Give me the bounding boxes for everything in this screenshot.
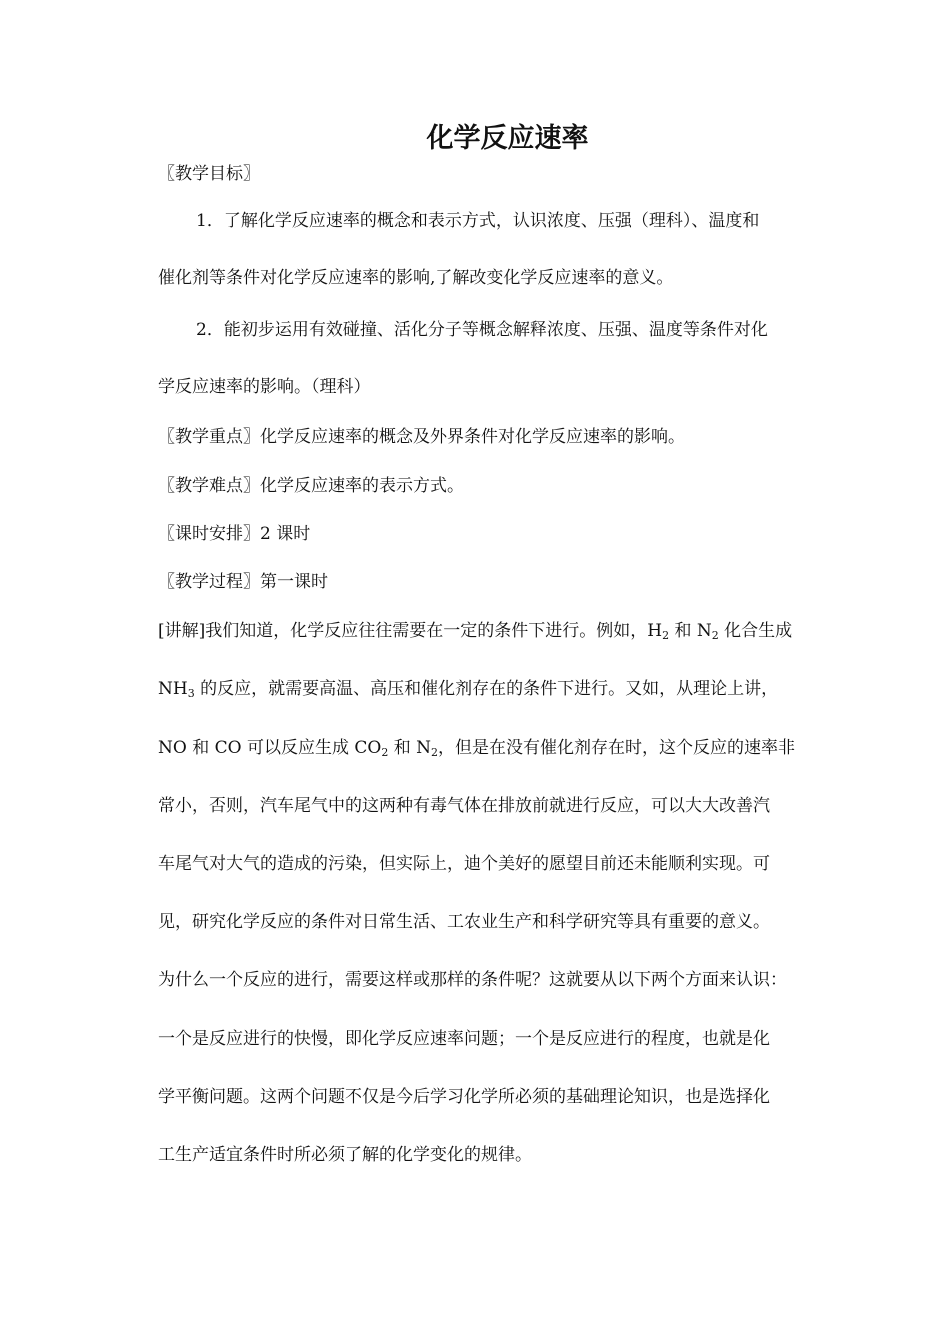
paragraph-line-1	[158, 619, 878, 643]
paragraph-line-3	[158, 736, 878, 760]
teaching-process: 〖教学过程〗第一课时	[158, 572, 328, 592]
paragraph-line-5: 车尾气对大气的造成的污染，但实际上，迪个美好的愿望目前还未能顺利实现。可	[158, 854, 770, 874]
subscript: 2	[711, 629, 719, 642]
text-segment: 和 N	[669, 621, 712, 641]
subscript: 2	[662, 629, 670, 642]
text-segment: NO 和 CO 可以反应生成 CO	[158, 738, 382, 758]
text-segment: 和 N	[388, 738, 432, 758]
goal-1-line-2: 催化剂等条件对化学反应速率的影响,了解改变化学反应速率的意义。	[158, 268, 674, 288]
paragraph-line-10: 工生产适宜条件时所必须了解的化学变化的规律。	[158, 1145, 532, 1165]
text-segment: 化合生成	[718, 621, 793, 641]
text-segment: NH	[158, 679, 188, 699]
goal-2-line-2: 学反应速率的影响。（理科）	[158, 377, 371, 397]
subscript: 2	[431, 746, 439, 759]
paragraph-line-9: 学平衡问题。这两个问题不仅是今后学习化学所必须的基础理论知识，也是选择化	[158, 1087, 770, 1107]
paragraph-line-8: 一个是反应进行的快慢，即化学反应速率问题；一个是反应进行的程度，也就是化	[158, 1029, 770, 1049]
subscript: 2	[381, 746, 389, 759]
paragraph-line-2	[158, 677, 878, 701]
subscript: 3	[187, 687, 195, 700]
text-segment: [讲解]我们知道，化学反应往往需要在一定的条件下进行。例如，H	[158, 621, 663, 641]
goal-1-line-1: 1．了解化学反应速率的概念和表示方式，认识浓度、压强（理科）、温度和	[196, 211, 760, 231]
goal-2-line-1: 2．能初步运用有效碰撞、活化分子等概念解释浓度、压强、温度等条件对化	[196, 320, 768, 340]
text-segment: ，但是在没有催化剂存在时，这个反应的速率非	[438, 738, 796, 758]
key-points: 〖教学重点〗化学反应速率的概念及外界条件对化学反应速率的影响。	[158, 427, 685, 447]
paragraph-line-4: 常小，否则，汽车尾气中的这两种有毒气体在排放前就进行反应，可以大大改善汽	[158, 796, 770, 816]
class-schedule: 〖课时安排〗2 课时	[158, 524, 311, 544]
document-title: 化学反应速率	[426, 123, 589, 154]
heading-teaching-goals: 〖教学目标〗	[158, 164, 260, 184]
text-segment: 的反应，就需要高温、高压和催化剂存在的条件下进行。又如，从理论上讲，	[194, 679, 779, 699]
difficult-points: 〖教学难点〗化学反应速率的表示方式。	[158, 476, 464, 496]
paragraph-line-7: 为什么一个反应的进行，需要这样或那样的条件呢？这就要从以下两个方面来认识：	[158, 970, 787, 990]
paragraph-line-6: 见，研究化学反应的条件对日常生活、工农业生产和科学研究等具有重要的意义。	[158, 912, 770, 932]
